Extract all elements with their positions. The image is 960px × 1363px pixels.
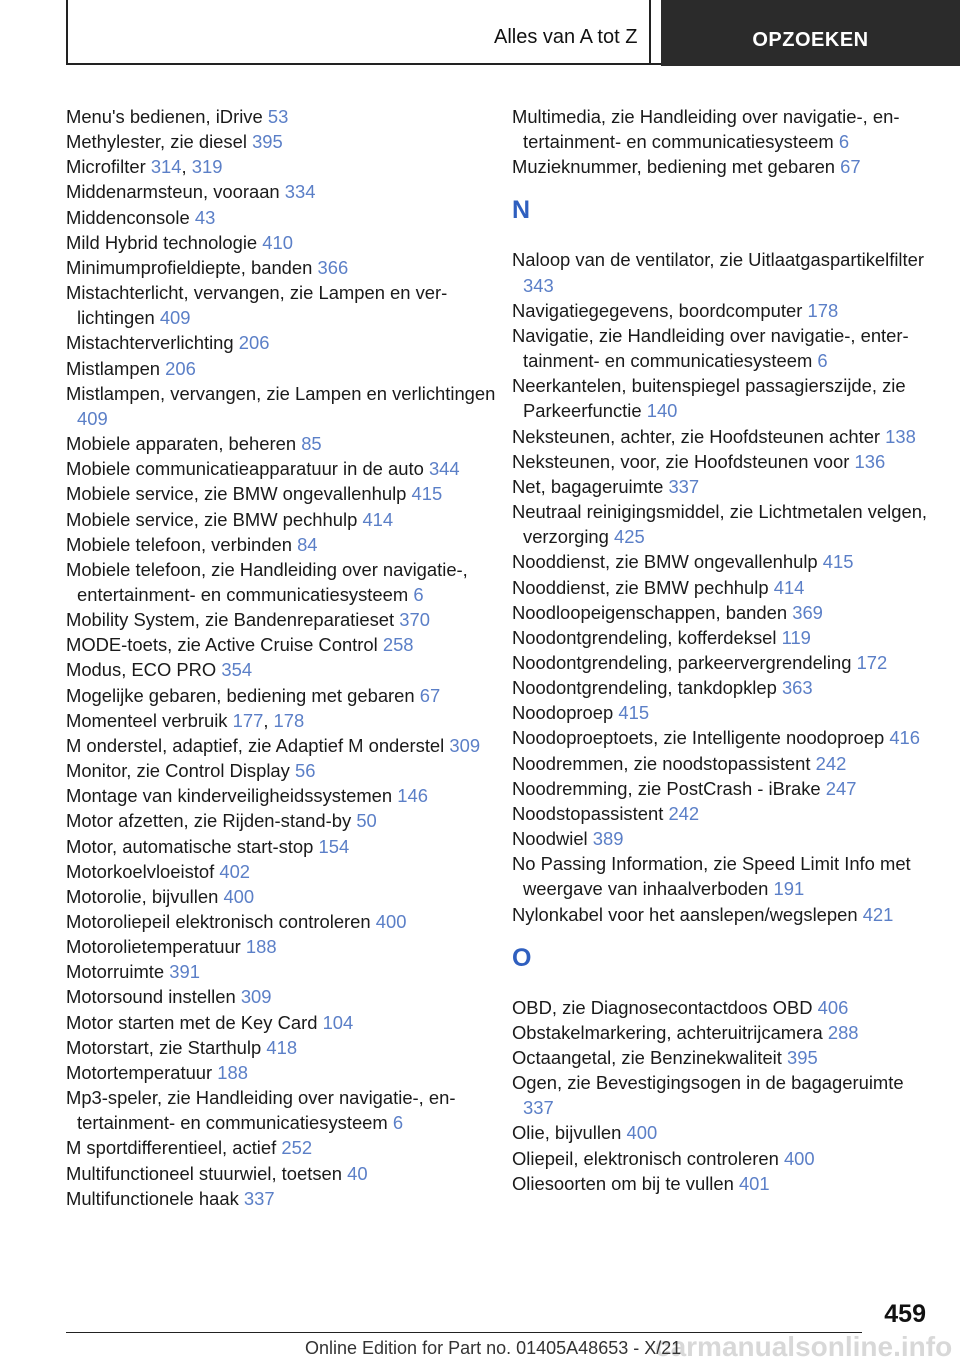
page-number: 459 xyxy=(884,1300,926,1328)
index-entry xyxy=(66,1161,506,1186)
page-link[interactable]: 401 xyxy=(738,1172,770,1194)
page-link[interactable]: 416 xyxy=(889,727,920,749)
index-entry xyxy=(512,625,932,650)
index-term: Mistlampen xyxy=(66,357,161,379)
index-term: Microfilter xyxy=(66,156,146,178)
page-link[interactable]: 344 xyxy=(428,458,460,480)
index-term: Navigatie, zie Handleiding over navigatie-, entertainment- en communicatiesysteem xyxy=(512,324,909,372)
index-term: Motor afzetten, zie Rijden-stand-by xyxy=(66,810,352,832)
page-link[interactable]: 140 xyxy=(646,400,678,422)
page-link[interactable]: 178 xyxy=(807,299,839,321)
index-term: Motorsound instellen xyxy=(66,986,236,1008)
section-letter: N xyxy=(512,196,531,225)
index-term: Mobiele telefoon, zie Handleiding over navigatie-, entertainment- en communicatiesysteem xyxy=(66,558,468,605)
index-entry xyxy=(66,909,506,934)
page-link[interactable]: 319 xyxy=(191,156,223,178)
index-term: Noodoproeptoets, zie Intelligente noodoproep xyxy=(512,727,885,749)
index-entry xyxy=(66,1135,506,1160)
index-term: Net, bagageruimte xyxy=(512,475,664,497)
index-entry xyxy=(66,808,506,833)
page-link[interactable]: 400 xyxy=(626,1122,658,1144)
index-entry xyxy=(66,507,506,532)
index-entry xyxy=(512,298,932,323)
page-link[interactable]: 188 xyxy=(245,936,277,958)
index-entry xyxy=(66,1060,506,1085)
index-term: OBD, zie Diagnosecontactdoos OBD xyxy=(512,996,813,1018)
page-link[interactable]: 400 xyxy=(223,885,255,907)
index-term: Motortemperatuur xyxy=(66,1061,213,1083)
index-entry xyxy=(66,959,506,984)
page-link[interactable]: 53 xyxy=(267,106,289,127)
index-entry xyxy=(66,179,506,204)
index-term: Motorkoelvloeistof xyxy=(66,860,215,882)
index-term: Nylonkabel voor het aanslepen/wegslepen xyxy=(512,903,858,925)
page-link[interactable]: 6 xyxy=(413,583,424,605)
page-link[interactable]: 50 xyxy=(356,810,377,832)
index-term: MODE-toets, zie Active Cruise Control xyxy=(66,634,378,656)
index-entry: Momenteel verbruik 177, 178 xyxy=(66,709,305,731)
section-letter: O xyxy=(512,943,532,972)
index-entry xyxy=(512,323,932,373)
index-term: Mistlampen, vervangen, zie Lampen en verlichtingen xyxy=(66,382,496,404)
index-entry xyxy=(512,700,932,725)
index-entry xyxy=(512,575,932,600)
page-link[interactable]: 154 xyxy=(318,835,350,857)
index-entry xyxy=(66,834,506,859)
index-entry xyxy=(512,600,932,625)
index-term: Menu's bedienen, iDrive xyxy=(66,106,263,127)
index-term: Mistachterlicht, vervangen, zie Lampen en verlichtingen xyxy=(66,282,448,329)
page-link[interactable]: 409 xyxy=(159,307,191,329)
index-entry xyxy=(512,499,932,549)
page-link[interactable]: 56 xyxy=(294,760,316,782)
page-link[interactable]: 391 xyxy=(169,961,200,983)
index-entry xyxy=(512,373,932,423)
index-term: Mild Hybrid technologie xyxy=(66,231,258,253)
index-term: Montage van kinderveiligheidssystemen xyxy=(66,785,393,807)
page-link[interactable]: 421 xyxy=(862,903,894,925)
index-entry xyxy=(66,230,506,255)
index-term: Oliesoorten om bij te vullen xyxy=(512,1172,734,1194)
index-entry xyxy=(512,1146,932,1171)
index-term: Naloop van de ventilator, zie Uitlaatgaspartikelfilter xyxy=(512,249,924,271)
index-term: Noodloopeigenschappen, banden xyxy=(512,601,788,623)
index-entry xyxy=(512,675,932,700)
index-column-left xyxy=(66,104,506,1211)
index-term: Mobiele telefoon, verbinden xyxy=(66,533,292,555)
index-term: Mp3-speler, zie Handleiding over navigatie-, entertainment- en communicatiesysteem xyxy=(66,1087,456,1134)
page-link[interactable]: 6 xyxy=(838,131,850,153)
header-bottom-border xyxy=(66,63,661,65)
page-link[interactable]: 172 xyxy=(856,651,888,673)
page-link[interactable]: 258 xyxy=(382,634,414,656)
index-entry xyxy=(512,474,932,499)
index-entry xyxy=(512,826,932,851)
page-link[interactable]: 400 xyxy=(783,1147,815,1169)
page-link[interactable]: 242 xyxy=(815,752,847,774)
index-term: Neerkantelen, buitenspiegel passagierszijde, zie Parkeerfunctie xyxy=(512,375,906,422)
page-link[interactable]: 191 xyxy=(773,878,805,900)
page-link[interactable]: 146 xyxy=(397,785,428,807)
index-entry xyxy=(512,902,932,927)
index-term: Minimumprofieldiepte, banden xyxy=(66,256,313,278)
index-entry xyxy=(66,884,506,909)
index-term: Neksteunen, voor, zie Hoofdsteunen voor xyxy=(512,450,850,472)
page-link[interactable]: 188 xyxy=(217,1061,248,1083)
page-link[interactable]: 425 xyxy=(614,526,645,548)
index-entry xyxy=(512,1171,932,1196)
index-term: Nooddienst, zie BMW pechhulp xyxy=(512,576,769,598)
page-link[interactable]: 395 xyxy=(787,1047,818,1068)
page-link[interactable]: 178 xyxy=(273,709,305,731)
index-entry xyxy=(512,995,932,1020)
index-term: Mogelijke gebaren, bediening met gebaren xyxy=(66,684,415,706)
page-link[interactable]: 409 xyxy=(77,407,108,429)
page-link[interactable]: 410 xyxy=(262,231,293,253)
index-entry xyxy=(512,549,932,574)
page-link[interactable]: 400 xyxy=(375,911,407,932)
index-term: Motor, automatische start-stop xyxy=(66,835,314,857)
index-entry xyxy=(512,751,932,776)
index-entry xyxy=(66,632,506,657)
index-term: Noodremmen, zie noodstopassistent xyxy=(512,752,811,774)
index-entry xyxy=(66,1010,506,1035)
page-link[interactable]: 369 xyxy=(792,601,823,623)
page-link[interactable]: 337 xyxy=(668,475,700,497)
page-link[interactable]: 334 xyxy=(284,181,316,203)
index-term: Noodwiel xyxy=(512,828,588,850)
index-entry xyxy=(512,851,932,901)
index-entry xyxy=(66,859,506,884)
index-entry xyxy=(66,104,506,129)
page-link[interactable]: 67 xyxy=(840,156,861,178)
index-term: Mobility System, zie Bandenreparatieset xyxy=(66,609,395,631)
page-link[interactable]: 402 xyxy=(219,860,251,882)
index-entry xyxy=(66,532,506,557)
watermark: carmanualsonline.info xyxy=(655,1331,953,1362)
page-link[interactable]: 314 xyxy=(150,156,182,178)
page-link[interactable]: 354 xyxy=(221,659,253,681)
index-entry xyxy=(66,657,506,682)
page-link[interactable]: 418 xyxy=(266,1036,298,1058)
index-term: M sportdifferentieel, actief xyxy=(66,1137,277,1159)
index-term: Noodstopassistent xyxy=(512,802,664,824)
index-term: Neksteunen, achter, zie Hoofdsteunen achter xyxy=(512,425,881,447)
index-entry xyxy=(66,481,506,506)
page-link[interactable]: 415 xyxy=(411,483,443,505)
index-entry xyxy=(66,431,506,456)
index-entry xyxy=(512,725,932,750)
page-link[interactable]: 415 xyxy=(618,702,650,724)
page-link[interactable]: 370 xyxy=(399,609,430,631)
index-term: Multifunctionele haak xyxy=(66,1187,239,1209)
index-entry xyxy=(66,330,506,355)
index-term: Motoroliepeil elektronisch controleren xyxy=(66,911,371,932)
index-term: Noodontgrendeling, kofferdeksel xyxy=(512,626,777,648)
page-link[interactable]: 119 xyxy=(781,626,811,648)
index-entry xyxy=(512,1020,932,1045)
page-link[interactable]: 206 xyxy=(238,332,270,354)
index-entry xyxy=(66,758,506,783)
page-link[interactable]: 363 xyxy=(781,677,813,699)
page-link[interactable]: 414 xyxy=(773,576,805,598)
index-term: Multifunctioneel stuurwiel, toetsen xyxy=(66,1162,343,1184)
index-term: Neutraal reinigingsmiddel, zie Lichtmetalen velgen, verzorging xyxy=(512,501,928,548)
index-term: Noodremming, zie PostCrash - iBrake xyxy=(512,777,821,799)
index-term: Noodoproep xyxy=(512,702,614,724)
tab-alles-van-a-tot-z[interactable]: Alles van A tot Z xyxy=(494,26,638,48)
index-entry xyxy=(66,1085,506,1135)
index-entry xyxy=(66,733,506,758)
index-term: Noodontgrendeling, parkeervergrendeling xyxy=(512,651,852,673)
header-left-border xyxy=(66,0,68,64)
index-term: Motorruimte xyxy=(66,961,165,983)
index-term: Muzieknummer, bediening met gebaren xyxy=(512,156,836,178)
page-link[interactable]: 43 xyxy=(194,206,216,228)
index-entry xyxy=(66,607,506,632)
index-term: Navigatiegegevens, boordcomputer xyxy=(512,299,803,321)
index-entry xyxy=(512,449,932,474)
page-link[interactable]: 395 xyxy=(252,131,283,153)
index-entry xyxy=(512,424,932,449)
page-link[interactable]: 177 xyxy=(232,709,264,731)
page-link[interactable]: 309 xyxy=(449,734,481,756)
tab-opzoeken[interactable]: OPZOEKEN xyxy=(661,0,960,66)
index-entry xyxy=(512,247,932,297)
page-link[interactable]: 6 xyxy=(392,1112,404,1134)
page-link[interactable]: 389 xyxy=(592,828,624,850)
index-term: Nooddienst, zie BMW ongevallenhulp xyxy=(512,551,818,573)
page-link[interactable]: 343 xyxy=(523,274,554,296)
index-entry xyxy=(66,280,506,330)
index-term: Mobiele service, zie BMW pechhulp xyxy=(66,508,358,530)
index-entry xyxy=(512,776,932,801)
index-term: Mobiele apparaten, beheren xyxy=(66,433,297,455)
page-link[interactable]: 6 xyxy=(817,350,828,372)
page-link[interactable]: 406 xyxy=(817,996,849,1018)
index-term: Multimedia, zie Handleiding over navigatie-, entertainment- en communicatiesysteem xyxy=(512,106,900,153)
page-link[interactable]: 366 xyxy=(317,256,349,278)
index-entry xyxy=(66,129,506,154)
index-term: Modus, ECO PRO xyxy=(66,659,217,681)
index-entry xyxy=(512,801,932,826)
page-link[interactable]: 337 xyxy=(243,1187,275,1209)
page-link[interactable]: 40 xyxy=(347,1162,368,1184)
page-link[interactable]: 337 xyxy=(523,1097,554,1119)
page-link[interactable]: 252 xyxy=(281,1137,313,1159)
index-entry xyxy=(66,934,506,959)
footer-edition-text: Online Edition for Part no. 01405A48653 - X/21 xyxy=(305,1338,682,1358)
index-term: Mobiele communicatieapparatuur in de auto xyxy=(66,458,424,480)
index-term: Obstakelmarkering, achteruitrijcamera xyxy=(512,1021,823,1043)
index-term: Octaangetal, zie Benzinekwaliteit xyxy=(512,1047,782,1068)
page-link[interactable]: 67 xyxy=(419,684,441,706)
index-term: Motor starten met de Key Card xyxy=(66,1011,318,1033)
index-entry xyxy=(512,1120,932,1145)
index-entry xyxy=(66,205,506,230)
index-term: M onderstel, adaptief, zie Adaptief M onderstel xyxy=(66,734,445,756)
page-link[interactable]: 104 xyxy=(322,1011,354,1033)
index-column-right xyxy=(512,104,932,1196)
page-link[interactable]: 136 xyxy=(854,450,886,472)
header-tab-divider xyxy=(649,0,651,64)
index-entry xyxy=(512,104,932,154)
page-link[interactable]: 84 xyxy=(297,533,318,555)
index-entry xyxy=(66,381,506,431)
index-term: Motorolie, bijvullen xyxy=(66,885,219,907)
index-term: No Passing Information, zie Speed Limit Info met weergave van inhaalverboden xyxy=(512,853,911,900)
index-term: Mobiele service, zie BMW ongevallenhulp xyxy=(66,483,407,505)
index-entry xyxy=(66,683,506,708)
index-entry: Microfilter 314, 319 xyxy=(66,156,223,178)
index-term: Motorstart, zie Starthulp xyxy=(66,1036,262,1058)
index-entry xyxy=(66,557,506,607)
index-entry xyxy=(66,783,506,808)
index-term: Olie, bijvullen xyxy=(512,1122,622,1144)
page-link[interactable]: 242 xyxy=(668,802,700,824)
index-term: Oliepeil, elektronisch controleren xyxy=(512,1147,779,1169)
index-term: Momenteel verbruik xyxy=(66,709,228,731)
index-entry xyxy=(66,255,506,280)
index-term: Motorolietemperatuur xyxy=(66,936,241,958)
page-link[interactable]: 288 xyxy=(827,1021,859,1043)
page-link[interactable]: 415 xyxy=(822,551,854,573)
index-entry xyxy=(66,456,506,481)
page-link[interactable]: 414 xyxy=(362,508,394,530)
index-entry xyxy=(66,984,506,1009)
index-term: Monitor, zie Control Display xyxy=(66,760,290,782)
page-link[interactable]: 206 xyxy=(165,357,196,379)
index-entry xyxy=(512,650,932,675)
index-term: Mistachterverlichting xyxy=(66,332,234,354)
index-entry xyxy=(66,1035,506,1060)
index-entry xyxy=(66,356,506,381)
index-entry xyxy=(66,1186,506,1211)
index-term: Noodontgrendeling, tankdopklep xyxy=(512,677,777,699)
index-term: Ogen, zie Bevestigingsogen in de bagageruimte xyxy=(512,1072,904,1094)
index-entry xyxy=(512,1045,932,1070)
page-link[interactable]: 247 xyxy=(825,777,857,799)
index-term: Middenarmsteun, vooraan xyxy=(66,181,280,203)
index-term: Middenconsole xyxy=(66,206,190,228)
page-link[interactable]: 138 xyxy=(885,425,916,447)
page-link[interactable]: 309 xyxy=(240,986,272,1008)
index-entry xyxy=(512,154,932,179)
page-link[interactable]: 85 xyxy=(301,433,322,455)
index-entry xyxy=(512,1070,932,1120)
index-term: Methylester, zie diesel xyxy=(66,131,247,153)
